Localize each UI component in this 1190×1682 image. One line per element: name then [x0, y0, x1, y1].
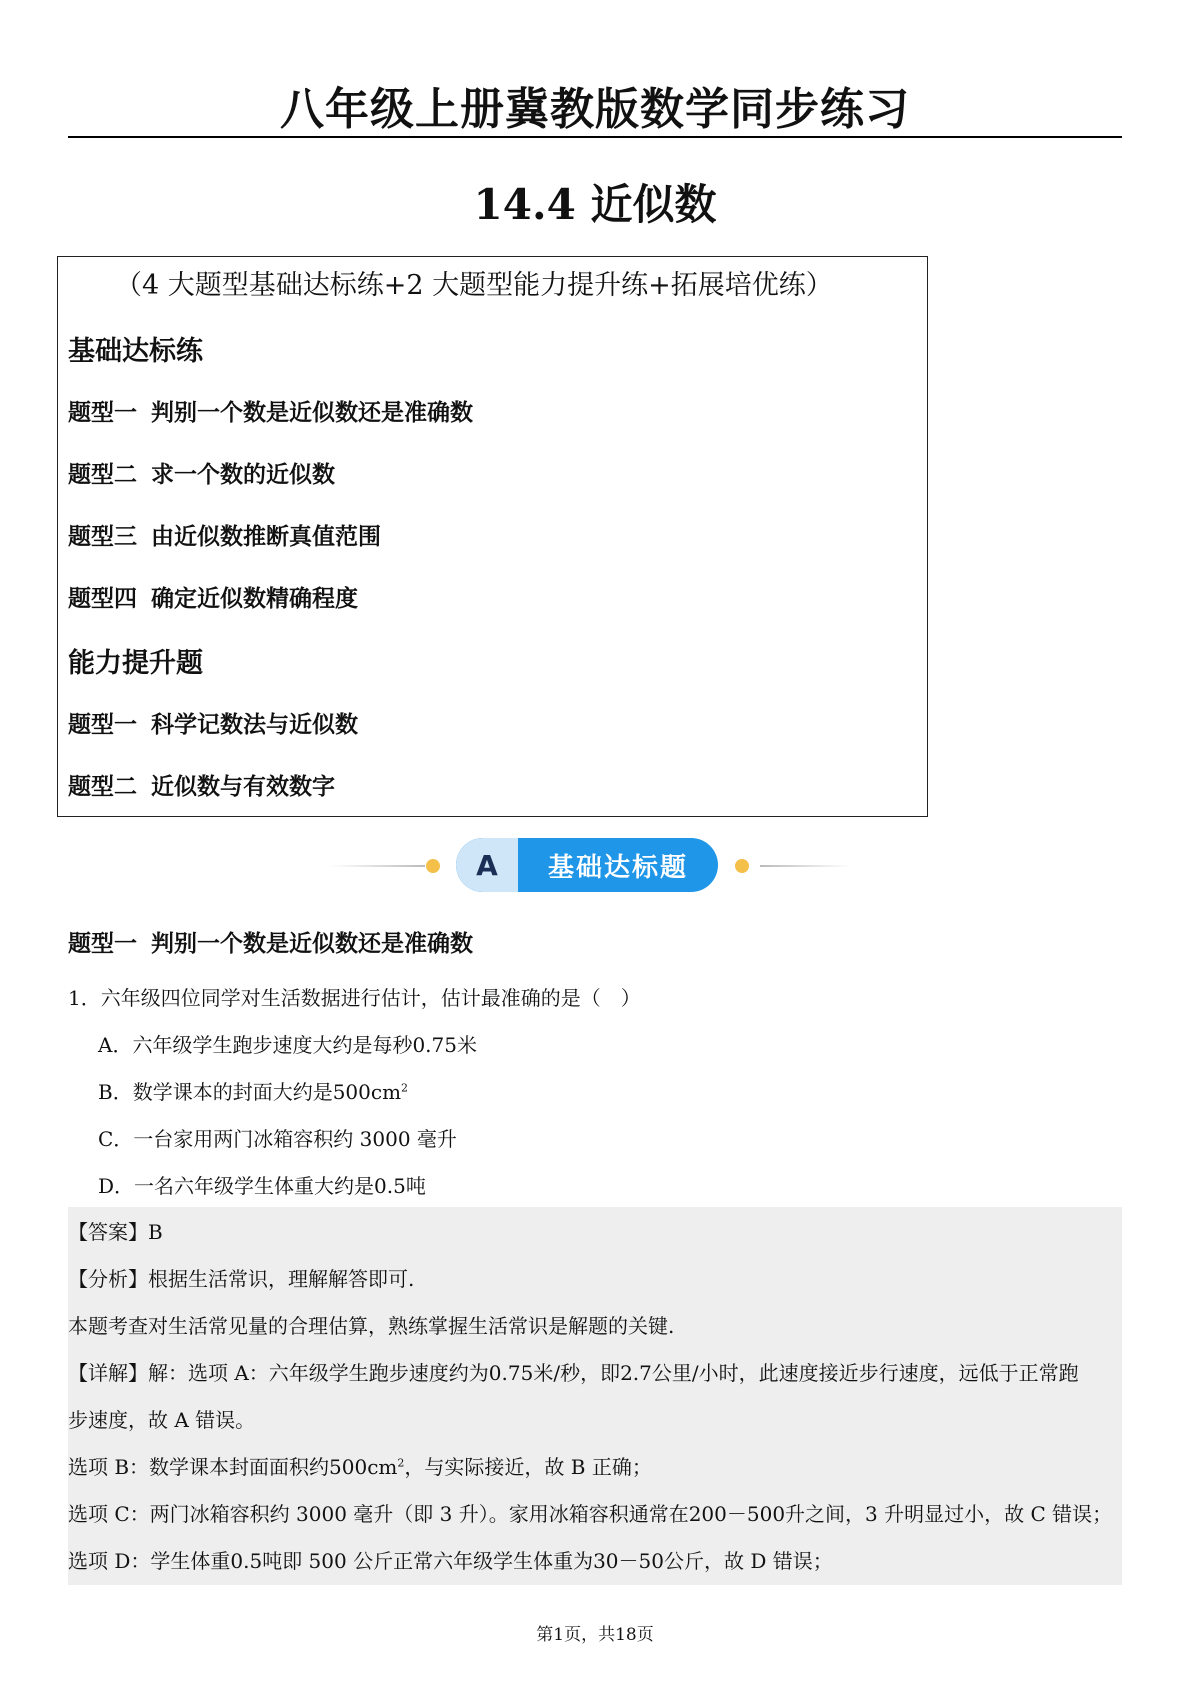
toc-item-text: 由近似数推断真值范围	[151, 524, 381, 550]
toc-item	[68, 771, 335, 803]
detail-b-text: 选项 B：数学课本封面面积约500cm	[68, 1455, 398, 1479]
toc-item-text: 近似数与有效数字	[151, 774, 335, 800]
section-banner	[330, 836, 850, 896]
banner-label: 基础达标题	[547, 852, 688, 883]
option-d: D．一名六年级学生体重大约是0.5吨	[98, 1174, 426, 1198]
detail-b-sup: 2	[397, 1456, 405, 1470]
toc-item	[68, 397, 473, 429]
toc-item-text: 确定近似数精确程度	[151, 586, 358, 612]
banner-pill	[456, 838, 718, 892]
summary-line: 本题考查对生活常见量的合理估算，熟练掌握生活常识是解题的关键.	[68, 1314, 675, 1338]
option-b-sup: 2	[401, 1081, 409, 1095]
detail-line: 步速度，故 A 错误。	[68, 1408, 256, 1432]
question-type-tag: 题型一	[68, 931, 137, 957]
detail-line: 【详解】解：选项 A：六年级学生跑步速度约为0.75米/秒，即2.7公里/小时，此速度接近步行速度，远低于正常跑	[68, 1361, 1079, 1385]
banner-dot-left	[426, 859, 440, 873]
toc-item-tag: 题型三	[68, 524, 137, 550]
toc-item	[68, 709, 358, 741]
detail-line: 选项 C：两门冰箱容积约 3000 毫升（即 3 升）。家用冰箱容积通常在200－500升之间，3 升明显过小，故 C 错误；	[68, 1502, 1113, 1526]
question-type-heading	[68, 928, 473, 960]
toc-item	[68, 521, 381, 553]
answer-panel	[68, 1207, 1122, 1585]
option-a: A．六年级学生跑步速度大约是每秒0.75米	[98, 1033, 477, 1057]
question-stem: 1．六年级四位同学对生活数据进行估计，估计最准确的是（ ）	[68, 986, 641, 1010]
toc-item-text: 科学记数法与近似数	[151, 712, 358, 738]
analysis-line: 【分析】根据生活常识，理解解答即可.	[68, 1267, 415, 1291]
title-underline	[68, 136, 1122, 138]
detail-line	[68, 1453, 652, 1481]
answer-line: 【答案】B	[68, 1220, 163, 1244]
banner-line-right	[760, 865, 850, 867]
toc-section-basic: 基础达标练	[68, 336, 203, 367]
question-type-text: 判别一个数是近似数还是准确数	[151, 931, 473, 957]
banner-letter: A	[456, 838, 518, 892]
toc-item-tag: 题型二	[68, 462, 137, 488]
document-title: 八年级上册冀教版数学同步练习	[280, 84, 910, 135]
detail-line: 选项 D：学生体重0.5吨即 500 公斤正常六年级学生体重为30－50公斤，故 D 错误；	[68, 1549, 833, 1573]
toc-item	[68, 583, 358, 615]
toc-item	[68, 459, 335, 491]
banner-line-left	[330, 865, 425, 867]
banner-dot-right	[735, 859, 749, 873]
option-c: C．一台家用两门冰箱容积约 3000 毫升	[98, 1127, 457, 1151]
toc-item-text: 求一个数的近似数	[151, 462, 335, 488]
option-b	[98, 1078, 408, 1106]
section-title: 14.4 近似数	[473, 180, 717, 229]
toc-item-tag: 题型一	[68, 400, 137, 426]
toc-section-advanced: 能力提升题	[68, 648, 203, 679]
toc-note: （4 大题型基础达标练+2 大题型能力提升练+拓展培优练）	[115, 270, 833, 301]
detail-b-tail: ，与实际接近，故 B 正确；	[404, 1455, 652, 1479]
option-b-text: B．数学课本的封面大约是500cm	[98, 1080, 402, 1104]
toc-item-tag: 题型一	[68, 712, 137, 738]
toc-item-tag: 题型四	[68, 586, 137, 612]
page-number: 第1页，共18页	[536, 1625, 654, 1645]
toc-item-tag: 题型二	[68, 774, 137, 800]
toc-item-text: 判别一个数是近似数还是准确数	[151, 400, 473, 426]
